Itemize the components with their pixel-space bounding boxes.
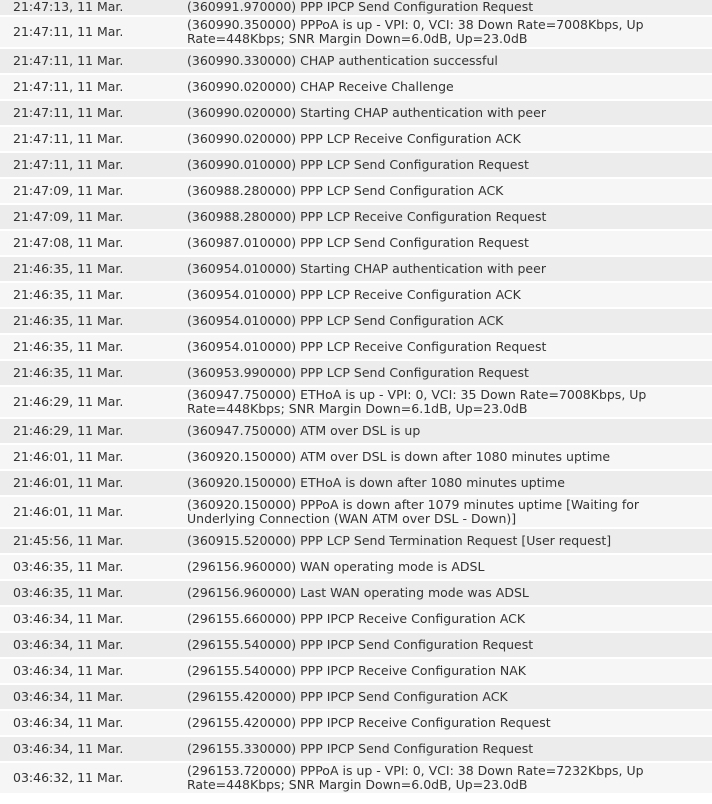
log-message: (360920.150000) PPPoA is down after 1079 minutes uptime [Waiting for Underlying Connection (WAN ATM over DSL - Down)]	[178, 497, 712, 529]
log-timestamp: 21:47:09, 11 Mar.	[0, 205, 178, 231]
log-timestamp: 21:46:01, 11 Mar.	[0, 445, 178, 471]
log-timestamp: 03:46:32, 11 Mar.	[0, 763, 178, 795]
log-row	[0, 555, 712, 581]
log-message: (296156.960000) Last WAN operating mode was ADSL	[178, 581, 712, 607]
log-message: (360987.010000) PPP LCP Send Configuration Request	[178, 231, 712, 257]
log-timestamp: 03:46:34, 11 Mar.	[0, 737, 178, 763]
log-message: (296153.720000) PPPoA is up - VPI: 0, VCI: 38 Down Rate=7232Kbps, Up Rate=448Kbps; SNR Margin Down=6.0dB, Up=23.0dB	[178, 763, 712, 795]
log-row	[0, 659, 712, 685]
log-timestamp: 21:47:11, 11 Mar.	[0, 75, 178, 101]
log-row	[0, 75, 712, 101]
log-timestamp: 21:46:35, 11 Mar.	[0, 283, 178, 309]
log-message: (360990.020000) Starting CHAP authentication with peer	[178, 101, 712, 127]
log-message: (360947.750000) ETHoA is up - VPI: 0, VCI: 35 Down Rate=7008Kbps, Up Rate=448Kbps; SNR Margin Down=6.1dB, Up=23.0dB	[178, 387, 712, 419]
log-row	[0, 471, 712, 497]
log-row	[0, 17, 712, 49]
log-message: (296155.540000) PPP IPCP Receive Configuration NAK	[178, 659, 712, 685]
log-timestamp: 21:47:11, 11 Mar.	[0, 17, 178, 49]
log-message: (360988.280000) PPP LCP Send Configuration ACK	[178, 179, 712, 205]
log-message: (360920.150000) ETHoA is down after 1080 minutes uptime	[178, 471, 712, 497]
log-message: (296155.330000) PPP IPCP Send Configuration Request	[178, 737, 712, 763]
log-row	[0, 633, 712, 659]
log-message: (360954.010000) PPP LCP Receive Configuration Request	[178, 335, 712, 361]
log-timestamp: 21:47:11, 11 Mar.	[0, 153, 178, 179]
log-timestamp: 21:47:11, 11 Mar.	[0, 49, 178, 75]
log-timestamp: 21:47:08, 11 Mar.	[0, 231, 178, 257]
log-message: (360954.010000) PPP LCP Receive Configuration ACK	[178, 283, 712, 309]
log-row	[0, 257, 712, 283]
log-message: (360920.150000) ATM over DSL is down after 1080 minutes uptime	[178, 445, 712, 471]
log-timestamp: 21:46:29, 11 Mar.	[0, 419, 178, 445]
log-row	[0, 231, 712, 257]
log-row	[0, 737, 712, 763]
log-message: (360954.010000) Starting CHAP authentication with peer	[178, 257, 712, 283]
log-row	[0, 581, 712, 607]
log-row	[0, 711, 712, 737]
log-message: (360915.520000) PPP LCP Send Termination Request [User request]	[178, 529, 712, 555]
log-timestamp: 21:47:09, 11 Mar.	[0, 179, 178, 205]
log-timestamp: 21:46:35, 11 Mar.	[0, 309, 178, 335]
log-row	[0, 205, 712, 231]
log-row	[0, 309, 712, 335]
log-timestamp: 21:47:11, 11 Mar.	[0, 101, 178, 127]
log-row	[0, 607, 712, 633]
log-message: (296155.420000) PPP IPCP Receive Configuration Request	[178, 711, 712, 737]
log-message: (296156.960000) WAN operating mode is ADSL	[178, 555, 712, 581]
log-row	[0, 529, 712, 555]
log-row	[0, 445, 712, 471]
log-row	[0, 361, 712, 387]
log-row	[0, 497, 712, 529]
log-timestamp: 21:46:01, 11 Mar.	[0, 497, 178, 529]
log-row	[0, 763, 712, 795]
log-row	[0, 101, 712, 127]
log-timestamp: 03:46:35, 11 Mar.	[0, 581, 178, 607]
log-timestamp: 21:47:13, 11 Mar.	[0, 0, 178, 17]
log-message: (296155.660000) PPP IPCP Receive Configuration ACK	[178, 607, 712, 633]
log-row	[0, 685, 712, 711]
log-row	[0, 387, 712, 419]
log-message: (360947.750000) ATM over DSL is up	[178, 419, 712, 445]
log-message: (360953.990000) PPP LCP Send Configuration Request	[178, 361, 712, 387]
log-row	[0, 49, 712, 75]
log-row	[0, 153, 712, 179]
log-message: (296155.420000) PPP IPCP Send Configuration ACK	[178, 685, 712, 711]
log-timestamp: 21:46:29, 11 Mar.	[0, 387, 178, 419]
log-timestamp: 21:45:56, 11 Mar.	[0, 529, 178, 555]
log-timestamp: 21:46:01, 11 Mar.	[0, 471, 178, 497]
log-timestamp: 21:47:11, 11 Mar.	[0, 127, 178, 153]
log-message: (360991.970000) PPP IPCP Send Configuration Request	[178, 0, 712, 17]
log-row	[0, 419, 712, 445]
log-timestamp: 03:46:34, 11 Mar.	[0, 607, 178, 633]
log-message: (360954.010000) PPP LCP Send Configuration ACK	[178, 309, 712, 335]
log-timestamp: 03:46:34, 11 Mar.	[0, 685, 178, 711]
log-message: (360990.020000) CHAP Receive Challenge	[178, 75, 712, 101]
log-message: (360990.330000) CHAP authentication successful	[178, 49, 712, 75]
log-message: (360990.020000) PPP LCP Receive Configuration ACK	[178, 127, 712, 153]
log-message: (360990.350000) PPPoA is up - VPI: 0, VCI: 38 Down Rate=7008Kbps, Up Rate=448Kbps; SNR Margin Down=6.0dB, Up=23.0dB	[178, 17, 712, 49]
log-timestamp: 03:46:35, 11 Mar.	[0, 555, 178, 581]
log-timestamp: 03:46:34, 11 Mar.	[0, 633, 178, 659]
log-timestamp: 21:46:35, 11 Mar.	[0, 361, 178, 387]
log-message: (296155.540000) PPP IPCP Send Configuration Request	[178, 633, 712, 659]
log-row	[0, 127, 712, 153]
log-row	[0, 0, 712, 17]
log-row	[0, 283, 712, 309]
log-timestamp: 03:46:34, 11 Mar.	[0, 659, 178, 685]
log-timestamp: 03:46:34, 11 Mar.	[0, 711, 178, 737]
log-message: (360990.010000) PPP LCP Send Configuration Request	[178, 153, 712, 179]
log-message: (360988.280000) PPP LCP Receive Configuration Request	[178, 205, 712, 231]
log-timestamp: 21:46:35, 11 Mar.	[0, 257, 178, 283]
log-row	[0, 179, 712, 205]
log-row	[0, 335, 712, 361]
log-timestamp: 21:46:35, 11 Mar.	[0, 335, 178, 361]
